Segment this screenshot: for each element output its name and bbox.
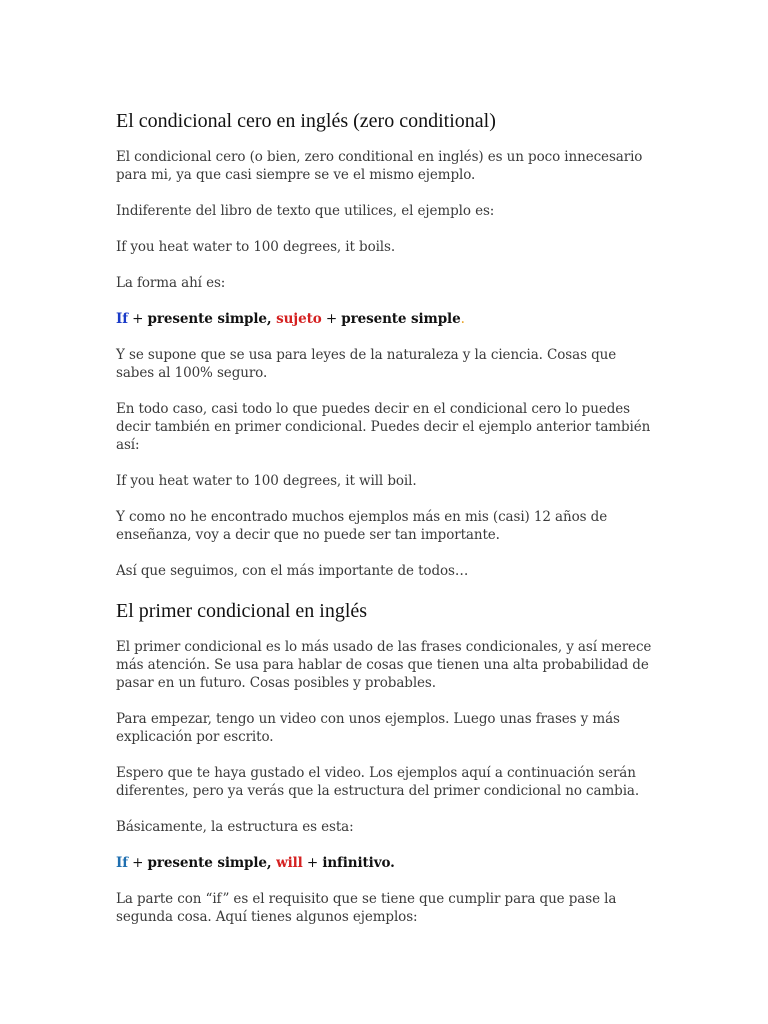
first-conditional-formula bbox=[116, 854, 656, 872]
formula-present-simple: presente simple bbox=[147, 855, 267, 871]
formula-plus: + bbox=[127, 855, 148, 871]
paragraph: Para empezar, tengo un video con unos ejemplos. Luego unas frases y más explicación por escrito. bbox=[116, 711, 620, 745]
formula-plus: + bbox=[321, 311, 342, 327]
paragraph: Y como no he encontrado muchos ejemplos más en mis (casi) 12 años de enseñanza, voy a decir que no puede ser tan importante. bbox=[116, 509, 608, 543]
paragraph: Indiferente del libro de texto que utilices, el ejemplo es: bbox=[116, 203, 495, 219]
paragraph: Espero que te haya gustado el video. Los ejemplos aquí a continuación serán diferentes, pero ya verás que la estructura del primer condicional no cambia. bbox=[116, 765, 640, 799]
heading-zero-conditional: El condicional cero en inglés (zero conditional) bbox=[116, 110, 496, 132]
heading-first-conditional: El primer condicional en inglés bbox=[116, 600, 368, 622]
formula-will: will bbox=[276, 855, 303, 871]
formula-plus: + bbox=[302, 855, 323, 871]
formula-subject: sujeto bbox=[276, 311, 322, 327]
paragraph: La parte con “if” es el requisito que se tiene que cumplir para que pase la segunda cosa. Aquí tienes algunos ejemplos: bbox=[116, 891, 617, 925]
formula-comma: , bbox=[266, 311, 277, 327]
paragraph: En todo caso, casi todo lo que puedes decir en el condicional cero lo puedes decir también en primer condicional. Puedes decir el ejemplo anterior también así: bbox=[116, 401, 651, 453]
formula-plus: + bbox=[127, 311, 148, 327]
formula-infinitive: infinitivo. bbox=[322, 855, 395, 871]
formula-present-simple: presente simple bbox=[341, 311, 461, 327]
paragraph: La forma ahí es: bbox=[116, 275, 226, 291]
formula-if: If bbox=[116, 311, 128, 327]
paragraph: Y se supone que se usa para leyes de la naturaleza y la ciencia. Cosas que sabes al 100% seguro. bbox=[116, 347, 617, 381]
paragraph: Básicamente, la estructura es esta: bbox=[116, 819, 354, 835]
paragraph: El condicional cero (o bien, zero conditional en inglés) es un poco innecesario para mi, ya que casi siempre se ve el mismo ejemplo. bbox=[116, 149, 643, 183]
paragraph: El primer condicional es lo más usado de las frases condicionales, y así merece más atención. Se usa para hablar de cosas que tienen una alta probabilidad de pasar en un futuro. Cosas posibles y probables. bbox=[116, 639, 652, 691]
example-sentence: If you heat water to 100 degrees, it boils. bbox=[116, 239, 396, 255]
formula-present-simple: presente simple bbox=[147, 311, 267, 327]
formula-if: If bbox=[116, 855, 128, 871]
formula-comma: , bbox=[266, 855, 277, 871]
paragraph: Así que seguimos, con el más importante de todos… bbox=[116, 563, 469, 579]
zero-conditional-formula bbox=[116, 310, 656, 328]
document-content bbox=[116, 108, 656, 926]
formula-dot: . bbox=[460, 311, 465, 327]
example-sentence: If you heat water to 100 degrees, it will boil. bbox=[116, 473, 417, 489]
